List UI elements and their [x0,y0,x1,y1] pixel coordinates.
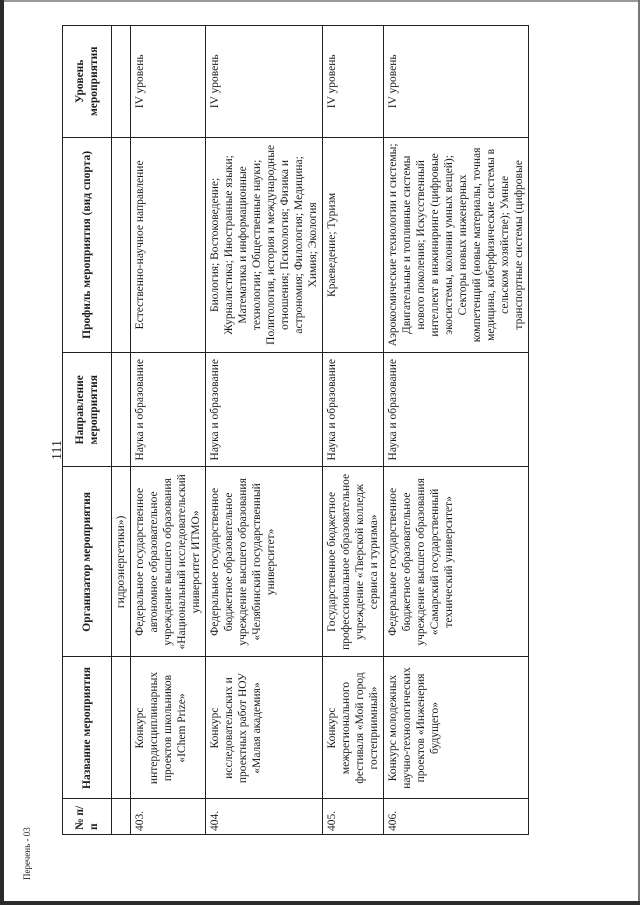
cont-organizer: гидроэнергетики») [112,467,131,657]
row-organizer: Федеральное государственное автономное образовательное учреждение высшего образования «Национальный исследовательский университет ИТМО» [131,467,206,657]
rotated-page [10,10,610,890]
header-profile: Профиль мероприятия (вид спорта) [63,137,112,353]
page-border-bottom [0,901,640,905]
row-profile: Биология; Востоковедение; Журналистика; Иностранные языки; Математика и информационные технологии; Общественные науки; Политология, история и международные отношения; Психология; Физика и астрономия; Филология; Медицина; Химия; Экология [206,137,323,353]
row-level: IV уровень [206,26,323,138]
row-profile: Аэрокосмические технологии и системы; Двигательные и топливные системы нового поколения; Искусственный интеллект в инжиниринге (цифровые экосистемы, колонии умных вещей); Секторы новых инженерных компетенций (новые материалы, точная медицина, киберфизические системы в сельском хозяйстве); Умные транспортные системы (цифровые [384,137,529,353]
footer-code: Перечень - 03 [22,827,32,880]
row-direction: Наука и образование [384,353,529,467]
row-level: IV уровень [323,26,384,138]
row-name: Конкурс интердисциплинарных проектов школьников «IChem Prize» [131,657,206,799]
table-row [384,26,529,835]
page-number: 111 [50,440,65,460]
row-organizer: Федеральное государственное бюджетное образовательное учреждение высшего образования «Челябинский государственный университет» [206,467,323,657]
row-level: IV уровень [131,26,206,138]
continuation-row [112,26,131,835]
row-direction: Наука и образование [206,353,323,467]
events-table [62,25,529,835]
row-num: 406. [384,799,529,835]
row-organizer: Государственное бюджетное профессиональное образовательное учреждение «Тверской колледж сервиса и туризма» [323,467,384,657]
header-organizer: Организатор мероприятия [63,467,112,657]
row-organizer: Федеральное государственное бюджетное образовательное учреждение высшего образования «Самарский государственный технический университет» [384,467,529,657]
table-row [131,26,206,835]
cont-num [112,799,131,835]
row-profile: Краеведение; Туризм [323,137,384,353]
row-name: Конкурс межрегионального фестиваля «Мой город гостеприимный» [323,657,384,799]
row-num: 403. [131,799,206,835]
page-border-top [0,0,640,2]
row-profile: Естественно-научное направление [131,137,206,353]
cont-profile [112,137,131,353]
table-row [206,26,323,835]
header-level: Уровень мероприятия [63,26,112,138]
table-header-row [63,26,112,835]
header-num: № п/п [63,799,112,835]
row-num: 404. [206,799,323,835]
table-row [323,26,384,835]
row-name: Конкурс исследовательских и проектных работ НОУ «Малая академия» [206,657,323,799]
header-name: Название мероприятия [63,657,112,799]
page-border-left [0,0,4,905]
header-direction: Направление мероприятия [63,353,112,467]
row-direction: Наука и образование [131,353,206,467]
row-direction: Наука и образование [323,353,384,467]
cont-direction [112,353,131,467]
row-level: IV уровень [384,26,529,138]
row-num: 405. [323,799,384,835]
cont-level [112,26,131,138]
cont-name [112,657,131,799]
row-name: Конкурс молодежных научно-технологических проектов «Инженерия будущего» [384,657,529,799]
